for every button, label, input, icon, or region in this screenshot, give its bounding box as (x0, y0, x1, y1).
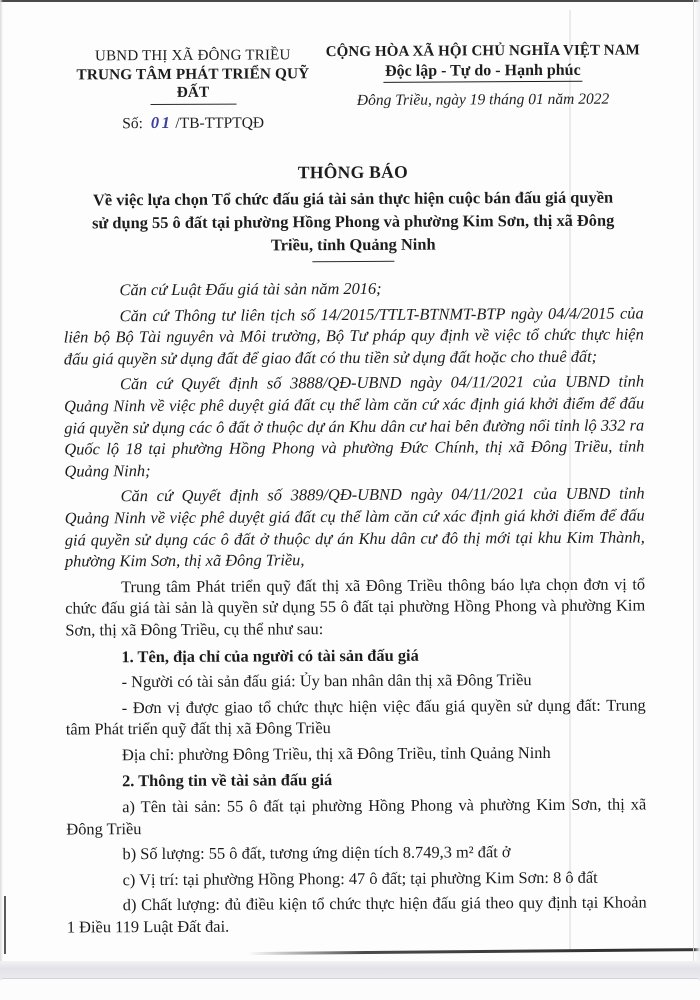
document-header (62, 42, 642, 133)
national-header-block (323, 42, 642, 132)
legal-citation-4: Căn cứ Quyết định số 3889/QĐ-UBND ngày 04/11/2021 của UBND tỉnh Quảng Ninh về việc phê duyệt giá đất cụ thể làm căn cứ xác định giá khởi điểm để đấu giá quyền sử dụng các ô đất ở thuộc dự án Khu dân cư đô thị mới tại khu Kim Thành, phường Kim Sơn, thị xã Đông Triều, (64, 483, 645, 571)
document-title: THÔNG BÁO (297, 161, 409, 183)
section-2-item-a: a) Tên tài sản: 55 ô đất tại phường Hồng Phong và phường Kim Sơn, thị xã Đông Triều (66, 794, 647, 839)
section-1-item-3: Địa chỉ: phường Đông Triều, thị xã Đông Triều, tỉnh Quảng Ninh (121, 742, 551, 765)
place-dateline: Đông Triều, ngày 19 tháng 01 năm 2022 (356, 90, 610, 109)
legal-citation-3: Căn cứ Quyết định số 3888/QĐ-UBND ngày 04/11/2021 của UBND tỉnh Quảng Ninh về việc phê duyệt giá đất cụ thể làm căn cứ xác định giá khởi điểm để đấu giá quyền sử dụng các ô đất ở thuộc dự án Khu dân cư hai bên đường nối tỉnh lộ 332 ra Quốc lộ 18 tại phường Hồng Phong và phường Đức Chính, thị xã Đông Triều, tỉnh Quảng Ninh; (64, 371, 645, 481)
announcement-intro: Trung tâm Phát triển quỹ đất thị xã Đông Triều thông báo lựa chọn đơn vị tổ chức đấu giá tài sản là quyền sử dụng 55 ô đất tại phường Hồng Phong và phường Kim Sơn, thị xã Đông Triều, cụ thể như sau: (65, 574, 646, 640)
section-2-item-c: c) Vị trí: tại phường Hồng Phong: 47 ô đất; tại phường Kim Sơn: 8 ô đất (122, 867, 598, 890)
national-title: CỘNG HÒA XÃ HỘI CHỦ NGHĨA VIỆT NAM (325, 42, 640, 61)
section-2-item-d: d) Chất lượng: đủ điều kiện tổ chức thực hiện đấu giá theo quy định tại Khoản 1 Điều 119 Luật Đất đai. (66, 892, 647, 937)
legal-citation-1: Căn cứ Luật Đấu giá tài sản năm 2016; (119, 278, 382, 300)
section-1-item-1: - Người có tài sản đấu giá: Ủy ban nhân dân thị xã Đông Triều (121, 670, 532, 692)
title-block (63, 160, 644, 263)
document-number-label: Số: (122, 115, 143, 133)
issuing-org-block (62, 44, 323, 133)
next-page-top (0, 978, 700, 1000)
parent-org-name: UBND THỊ XÃ ĐÔNG TRIỀU (94, 47, 291, 65)
page-gap (0, 961, 700, 978)
section-2-item-b: b) Số lượng: 55 ô đất, tương ứng diện tích 8.749,3 m² đất ở (122, 842, 511, 864)
page-right-edge (693, 0, 700, 961)
page-left-bottom-edge-shadow (4, 896, 6, 954)
section-2-heading: 2. Thông tin về tài sản đấu giá (122, 770, 333, 791)
page-bottom-edge-shadow (248, 948, 700, 955)
document-subject: Về việc lựa chọn Tổ chức đấu giá tài sản thực hiện cuộc bán đấu giá quyền sử dụng 55 ô đất tại phường Hồng Phong và phường Kim Sơn, thị xã Đông Triều, tỉnh Quảng Ninh (92, 187, 615, 255)
title-underline (312, 261, 394, 262)
document-body (63, 276, 646, 938)
national-motto: Độc lập - Tự do - Hạnh phúc (383, 62, 583, 83)
org-name: TRUNG TÂM PHÁT TRIỂN QUỸ ĐẤT (76, 65, 310, 101)
org-name-underline (150, 104, 236, 105)
section-1-item-2: - Đơn vị được giao tổ chức thực hiện việc đấu giá quyền sử dụng đất: Trung tâm Phát triển quỹ đất thị xã Đông Triều (65, 695, 646, 739)
document-number-suffix: /TB-TTPTQĐ (175, 114, 265, 132)
document-number (63, 112, 324, 133)
section-1-heading: 1. Tên, địa chỉ của người có tài sản đấu giá (121, 645, 419, 666)
legal-citation-2: Căn cứ Thông tư liên tịch số 14/2015/TTLT-BTNMT-BTP ngày 04/4/2015 của liên bộ Bộ Tài nguyên và Môi trường, Bộ Tư pháp quy định về việc tổ chức thực hiện đấu giá quyền sử dụng đất để giao đất có thu tiền sử dụng đất hoặc cho thuê đất; (63, 303, 644, 369)
document-number-handwritten: 01 (150, 112, 173, 133)
